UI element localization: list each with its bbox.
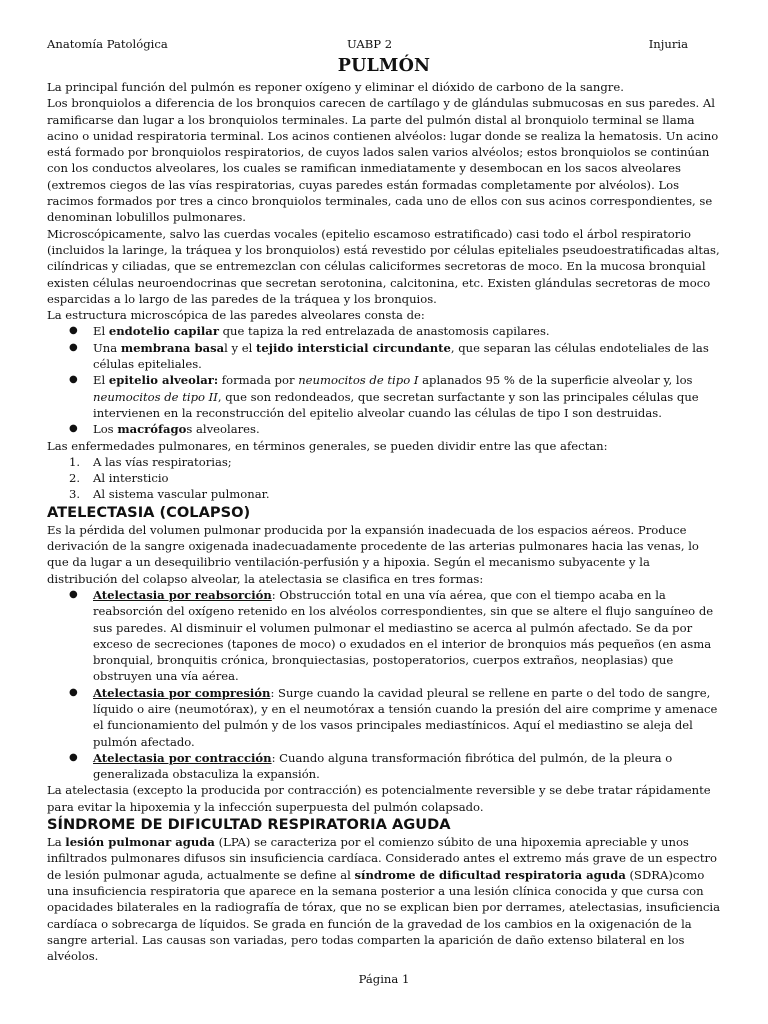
item-text: A las vías respiratorias; <box>93 454 232 469</box>
item-term: Atelectasia por reabsorción <box>93 587 272 602</box>
bullet-icon: ● <box>69 588 78 600</box>
term-lpa: lesión pulmonar aguda <box>65 835 215 850</box>
item-text: formada por <box>218 373 299 388</box>
intro-paragraph-4: La estructura microscópica de las paredes alveolares consta de: <box>47 308 425 323</box>
intro-paragraph-1: La principal función del pulmón es reponer oxígeno y eliminar el dióxido de carbono de la sangre. <box>47 80 624 94</box>
header-unit: UABP 2 <box>347 37 393 51</box>
item-italic: neumocitos de tipo II <box>93 389 218 404</box>
bullet-icon: ● <box>69 325 78 337</box>
item-text: que tapiza la red entrelazada de anastomosis capilares. <box>218 324 550 339</box>
document-body <box>47 53 721 964</box>
list-item <box>47 323 721 339</box>
item-number: 2. <box>69 471 81 486</box>
bullet-icon: ● <box>69 751 78 763</box>
item-text: , que son redondeados, que secretan surfactante y son las principales células que intervienen en la reconstrucción del epitelio alveolar cuando las células de tipo I son destruidas. <box>93 389 699 420</box>
item-term: Atelectasia por contracción <box>93 750 272 765</box>
item-term: membrana basa <box>120 340 225 355</box>
bullet-icon: ● <box>69 423 78 435</box>
item-text: : Obstrucción total en una vía aérea, que con el tiempo acaba en la reabsorción del oxígeno retenido en los alvéolos correspondientes, sin que se altere el flujo sanguíneo de sus paredes. Al disminuir el volumen pulmonar el mediastino se acerca al pulmón afectado. Se da por exceso de secreciones (tapones de moco) o exudados en el interior de bronquios más pequeños (en asma bronquial, bronquitis crónica, bronquiectasias, postoperatorios, cuerpos extraños, neoplasias) que obstruyen una vía aérea. <box>93 587 714 684</box>
list-item <box>47 750 721 783</box>
item-text: Una <box>93 340 121 355</box>
bullet-icon: ● <box>69 686 78 698</box>
list-item <box>47 372 721 421</box>
item-text: l y el <box>224 340 257 355</box>
header-course: Anatomía Patológica <box>47 37 168 51</box>
paragraph-text: La <box>47 835 66 850</box>
page-title: PULMÓN <box>337 56 431 76</box>
item-number: 3. <box>69 487 81 502</box>
list-item <box>47 340 721 373</box>
item-italic: neumocitos de tipo I <box>298 373 419 388</box>
section-heading-atelectasia: ATELECTASIA (COLAPSO) <box>47 503 251 521</box>
alveolar-wall-list <box>47 323 721 437</box>
item-term: Atelectasia por compresión <box>93 685 271 700</box>
item-text: Al intersticio <box>93 471 169 486</box>
item-text: El <box>93 324 109 339</box>
list-item <box>47 421 721 437</box>
paragraph-text: (LPA) se caracteriza por el comienzo súbito de una hipoxemia apreciable y unos infiltrados pulmonares difusos sin insuficiencia cardíaca. Considerado antes el extremo más grave de un espectro de lesión pulmonar aguda, actualmente se define al <box>47 835 718 882</box>
term-sdra: síndrome de dificultad respiratoria aguda <box>354 867 626 882</box>
atelectasia-closing: La atelectasia (excepto la producida por contracción) es potencialmente reversible y se debe tratar rápidamente para evitar la hipoxemia y la infección superpuesta del pulmón colapsado. <box>47 783 711 814</box>
page-header <box>47 36 688 52</box>
diseases-intro: Las enfermedades pulmonares, en términos generales, se pueden dividir entre las que afectan: <box>47 438 608 453</box>
bullet-icon: ● <box>69 374 78 386</box>
header-topic: Injuria <box>648 37 688 51</box>
item-text: s alveolares. <box>186 422 260 437</box>
list-item <box>47 454 721 470</box>
list-item <box>47 685 721 750</box>
item-term: epitelio alveolar: <box>108 373 219 388</box>
intro-paragraph-3: Microscópicamente, salvo las cuerdas vocales (epitelio escamoso estratificado) casi todo el árbol respiratorio (incluidos la laringe, la tráquea y los bronquiolos) está revestido por células epiteliales pseudoestratificadas altas, cilíndricas y ciliadas, que se entremezclan con células caliciformes secretoras de moco. En la mucosa bronquial existen células neuroendocrinas que secretan serotonina, calcitonina, etc. Existen glándulas secretoras de moco esparcidas a lo largo de las paredes de la tráquea y los bronquios. <box>47 226 720 306</box>
item-text: aplanados 95 % de la superficie alveolar y, los <box>418 373 693 388</box>
item-text: El <box>93 373 109 388</box>
item-term: macrófago <box>117 422 187 437</box>
item-term: tejido intersticial circundante <box>256 340 451 355</box>
sdra-paragraph <box>47 834 721 964</box>
item-term: endotelio capilar <box>108 324 219 339</box>
item-number: 1. <box>69 454 81 469</box>
diseases-list <box>47 454 721 503</box>
bullet-icon: ● <box>69 341 78 353</box>
page-number: Página 1 <box>358 972 410 986</box>
atelectasia-types-list <box>47 587 721 783</box>
atelectasia-intro: Es la pérdida del volumen pulmonar producida por la expansión inadecuada de los espacios aéreos. Produce derivación de la sangre oxigenada inadecuadamente procedente de las arterias pulmonares hacia las venas, lo que da lugar a un desequilibrio ventilación-perfusión y a hipoxia. Según el mecanismo subyacente y la distribución del colapso alveolar, la atelectasia se clasifica en tres formas: <box>47 522 699 586</box>
list-item <box>47 587 721 685</box>
list-item <box>47 470 721 486</box>
item-text: Al sistema vascular pulmonar. <box>93 487 270 502</box>
intro-paragraph-2: Los bronquiolos a diferencia de los bronquios carecen de cartílago y de glándulas submucosas en sus paredes. Al ramificarse dan lugar a los bronquiolos terminales. La parte del pulmón distal al bronquiolo terminal se llama acino o unidad respiratoria terminal. Los acinos contienen alvéolos: lugar donde se realiza la hematosis. Un acino está formado por bronquiolos respiratorios, de cuyos lados salen varios alvéolos; estos bronquiolos se continúan con los conductos alveolares, los cuales se ramifican inmediatamente y desembocan en los sacos alveolares (extremos ciegos de las vías respiratorias, cuyas paredes están formadas completamente por alvéolos). Los racimos formados por tres a cinco bronquiolos terminales, cada uno de ellos con sus acinos correspondientes, se denominan lobulillos pulmonares. <box>47 96 719 225</box>
section-heading-sdra: SÍNDROME DE DIFICULTAD RESPIRATORIA AGUDA <box>47 816 451 834</box>
paragraph-text: (SDRA)como una insuficiencia respiratoria que aparece en la semana posterior a una lesión clínica conocida y que cursa con opacidades bilaterales en la radiografía de tórax, que no se explican bien por derrames, atelectasias, insuficiencia cardíaca o sobrecarga de líquidos. Se grada en función de la gravedad de los cambios en la oxigenación de la sangre arterial. Las causas son variadas, pero todas comparten la aparición de daño extenso bilateral en los alvéolos. <box>47 867 721 964</box>
list-item <box>47 486 721 502</box>
item-text: , que separan las células endoteliales de las células epiteliales. <box>93 340 709 372</box>
item-text: Los <box>93 422 118 437</box>
item-text: : Surge cuando la cavidad pleural se rellene en parte o del todo de sangre, líquido o aire (neumotórax), y en el neumotórax a tensión cuando la presión del aire comprime y amenace el funcionamiento del pulmón y de los vasos principales mediastínicos. Aquí el mediastino se aleja del pulmón afectado. <box>93 685 718 749</box>
item-text: : Cuando alguna transformación fibrótica del pulmón, de la pleura o generalizada obstaculiza la expansión. <box>93 750 673 782</box>
